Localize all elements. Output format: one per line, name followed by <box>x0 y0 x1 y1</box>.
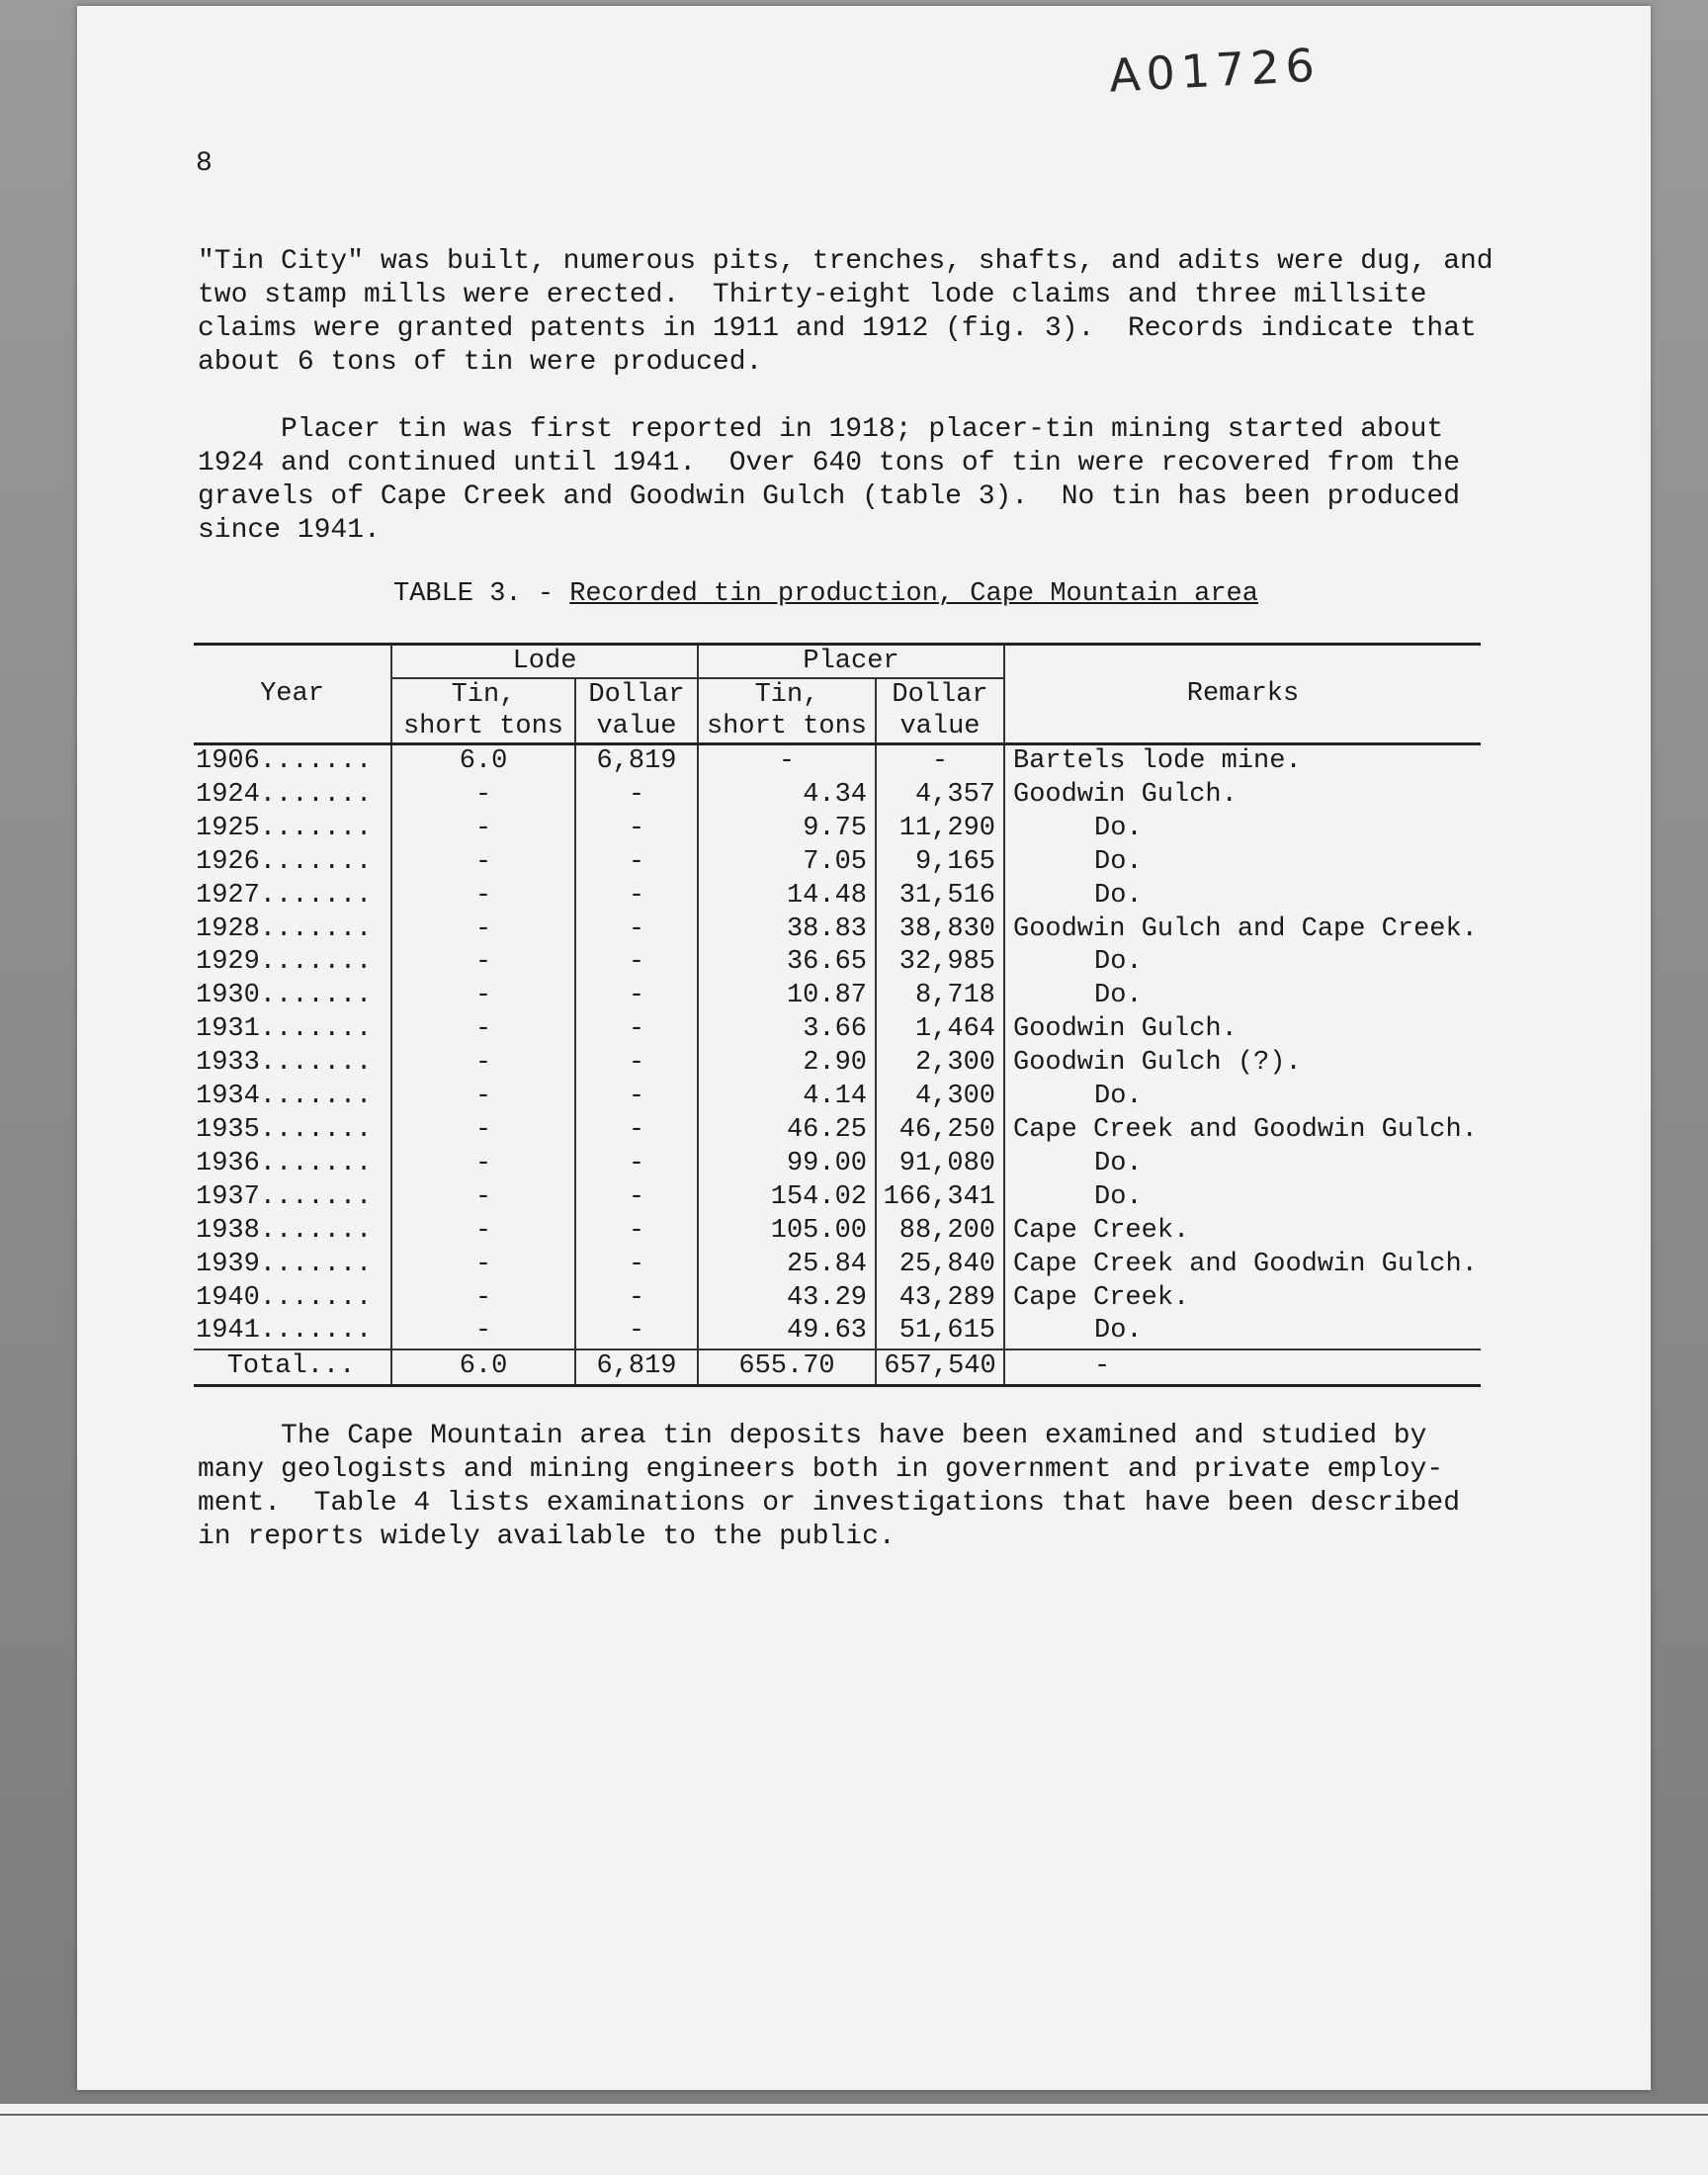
total-placer-tin-cell: 655.70 <box>698 1349 876 1385</box>
placer-tin-cell: 4.34 <box>698 779 876 813</box>
lode-tin-cell: - <box>391 1047 575 1081</box>
lode-value-cell: - <box>575 1282 698 1316</box>
year-cell: 1926....... <box>196 846 373 877</box>
text-line: gravels of Cape Creek and Goodwin Gulch (table 3). No tin has been produced <box>198 481 1461 512</box>
placer-tin-cell: 4.14 <box>698 1081 876 1114</box>
text-line: The Cape Mountain area tin deposits have been examined and studied by <box>198 1421 1427 1451</box>
placer-value-cell: 88,200 <box>876 1215 1004 1249</box>
table-row <box>194 1081 1481 1114</box>
placer-value-cell: 25,840 <box>876 1249 1004 1282</box>
table-total-row <box>194 1349 1481 1385</box>
header-text: short tons <box>402 712 564 741</box>
year-cell: 1937....... <box>196 1181 373 1212</box>
text-line: "Tin City" was built, numerous pits, trenches, shafts, and adits were dug, and <box>198 246 1494 277</box>
remarks-cell: Do. <box>1094 846 1143 877</box>
placer-tin-cell: 154.02 <box>698 1181 876 1215</box>
table-row <box>194 1013 1481 1047</box>
lode-tin-cell: - <box>391 914 575 947</box>
lode-tin-cell: - <box>391 1181 575 1215</box>
remarks-cell: Bartels lode mine. <box>1013 746 1302 776</box>
remarks-cell: Goodwin Gulch and Cape Creek. <box>1013 914 1478 944</box>
placer-value-cell: 43,289 <box>876 1282 1004 1316</box>
table-row <box>194 1315 1481 1349</box>
lode-value-cell: - <box>575 1181 698 1215</box>
placer-tin-cell: 46.25 <box>698 1114 876 1148</box>
text-line: about 6 tons of tin were produced. <box>198 347 763 378</box>
year-cell: 1936....... <box>196 1148 373 1178</box>
remarks-cell: Do. <box>1094 947 1143 978</box>
lode-tin-cell: - <box>391 1249 575 1282</box>
placer-tin-cell: 2.90 <box>698 1047 876 1081</box>
table-row <box>194 980 1481 1013</box>
header-lode-value <box>575 678 698 742</box>
text-line: many geologists and mining engineers both in government and private employ- <box>198 1454 1444 1485</box>
remarks-cell: Cape Creek and Goodwin Gulch. <box>1013 1114 1478 1145</box>
text-line: since 1941. <box>198 515 381 546</box>
lode-value-cell: - <box>575 1249 698 1282</box>
placer-value-cell: 2,300 <box>876 1047 1004 1081</box>
table-row <box>194 846 1481 880</box>
year-cell: 1935....... <box>196 1114 373 1145</box>
table-row <box>194 744 1481 779</box>
placer-value-cell: 4,300 <box>876 1081 1004 1114</box>
header-lode: Lode <box>391 645 698 679</box>
lode-tin-cell: - <box>391 980 575 1013</box>
table-row <box>194 1215 1481 1249</box>
lode-tin-cell: - <box>391 1315 575 1349</box>
placer-tin-cell: 49.63 <box>698 1315 876 1349</box>
table-row <box>194 914 1481 947</box>
year-cell: 1925....... <box>196 813 373 843</box>
paragraph-1 <box>198 245 1512 380</box>
year-cell: 1927....... <box>196 880 373 911</box>
placer-tin-cell: 99.00 <box>698 1148 876 1181</box>
year-cell: 1938....... <box>196 1215 373 1246</box>
paragraph-3 <box>198 1420 1512 1554</box>
header-placer-value <box>876 678 1004 742</box>
lode-value-cell: - <box>575 846 698 880</box>
placer-value-cell: 91,080 <box>876 1148 1004 1181</box>
remarks-cell: Cape Creek. <box>1013 1215 1190 1246</box>
placer-tin-cell: 43.29 <box>698 1282 876 1316</box>
header-remarks: Remarks <box>1186 679 1300 709</box>
total-lode-tin-cell: 6.0 <box>391 1349 575 1385</box>
placer-value-cell: 9,165 <box>876 846 1004 880</box>
lode-value-cell: - <box>575 779 698 813</box>
lode-value-cell: - <box>575 1148 698 1181</box>
table-row <box>194 946 1481 980</box>
total-placer-value-cell: 657,540 <box>876 1349 1004 1385</box>
header-text: Dollar <box>892 680 988 710</box>
remarks-cell: Do. <box>1094 1082 1143 1112</box>
placer-tin-cell: 36.65 <box>698 946 876 980</box>
placer-value-cell: 166,341 <box>876 1181 1004 1215</box>
header-text: Dollar <box>588 680 685 710</box>
lode-tin-cell: 6.0 <box>391 744 575 779</box>
remarks-cell: Do. <box>1094 1181 1143 1212</box>
header-text: short tons <box>706 712 868 741</box>
lode-value-cell: - <box>575 980 698 1013</box>
table-row <box>194 779 1481 813</box>
table-row <box>194 1282 1481 1316</box>
table-row <box>194 1148 1481 1181</box>
header-text: Tin, <box>451 680 516 710</box>
text-line: two stamp mills were erected. Thirty-eight lode claims and three millsite <box>198 280 1427 310</box>
remarks-cell: Goodwin Gulch. <box>1013 779 1238 810</box>
placer-value-cell: 31,516 <box>876 880 1004 914</box>
lode-tin-cell: - <box>391 1148 575 1181</box>
lode-tin-cell: - <box>391 1215 575 1249</box>
lode-tin-cell: - <box>391 1282 575 1316</box>
header-lode-tin <box>391 678 575 742</box>
placer-tin-cell: 38.83 <box>698 914 876 947</box>
placer-tin-cell: - <box>698 744 876 779</box>
header-text: value <box>899 712 981 741</box>
header-text: value <box>596 712 677 741</box>
year-cell: 1929....... <box>196 947 373 978</box>
lode-tin-cell: - <box>391 1081 575 1114</box>
header-placer-tin <box>698 678 876 742</box>
table-caption-title: Recorded tin production, Cape Mountain area <box>569 579 1258 609</box>
table-row <box>194 1249 1481 1282</box>
paragraph-2 <box>198 413 1512 548</box>
placer-value-cell: 4,357 <box>876 779 1004 813</box>
lode-tin-cell: - <box>391 946 575 980</box>
placer-tin-cell: 105.00 <box>698 1215 876 1249</box>
year-cell: 1933....... <box>196 1048 373 1079</box>
placer-value-cell: 11,290 <box>876 813 1004 846</box>
remarks-cell: Cape Creek and Goodwin Gulch. <box>1013 1249 1478 1279</box>
total-label-cell: Total... <box>194 1349 391 1385</box>
lode-value-cell: - <box>575 1013 698 1047</box>
lode-value-cell: 6,819 <box>575 744 698 779</box>
remarks-cell: Goodwin Gulch. <box>1013 1014 1238 1045</box>
table-row <box>194 1181 1481 1215</box>
page-number: 8 <box>196 148 213 179</box>
placer-tin-cell: 9.75 <box>698 813 876 846</box>
text-line: ment. Table 4 lists examinations or investigations that have been described <box>198 1488 1461 1519</box>
text-line: 1924 and continued until 1941. Over 640 tons of tin were recovered from the <box>198 448 1461 478</box>
lode-value-cell: - <box>575 914 698 947</box>
remarks-cell: Do. <box>1094 1148 1143 1178</box>
remarks-cell: Cape Creek. <box>1013 1282 1190 1313</box>
text-line: claims were granted patents in 1911 and 1912 (fig. 3). Records indicate that <box>198 313 1477 344</box>
table-caption-prefix: TABLE 3. - <box>393 579 570 609</box>
remarks-cell: Do. <box>1094 813 1143 843</box>
placer-value-cell: 51,615 <box>876 1315 1004 1349</box>
text-line: in reports widely available to the public. <box>198 1522 896 1552</box>
lode-tin-cell: - <box>391 813 575 846</box>
header-year: Year <box>260 679 324 709</box>
lode-tin-cell: - <box>391 1114 575 1148</box>
year-cell: 1934....... <box>196 1082 373 1112</box>
placer-tin-cell: 3.66 <box>698 1013 876 1047</box>
lode-value-cell: - <box>575 813 698 846</box>
placer-tin-cell: 7.05 <box>698 846 876 880</box>
lode-value-cell: - <box>575 1047 698 1081</box>
total-remarks-cell: - <box>1004 1349 1481 1385</box>
table-caption <box>393 579 1258 609</box>
table-row <box>194 880 1481 914</box>
year-cell: 1924....... <box>196 779 373 810</box>
total-lode-value-cell: 6,819 <box>575 1349 698 1385</box>
placer-tin-cell: 14.48 <box>698 880 876 914</box>
year-cell: 1906....... <box>196 746 373 776</box>
remarks-cell: Do. <box>1094 981 1143 1011</box>
year-cell: 1939....... <box>196 1249 373 1279</box>
remarks-cell: Goodwin Gulch (?). <box>1013 1048 1302 1079</box>
year-cell: 1940....... <box>196 1282 373 1313</box>
table-row <box>194 1047 1481 1081</box>
placer-value-cell: 32,985 <box>876 946 1004 980</box>
placer-tin-cell: 25.84 <box>698 1249 876 1282</box>
lode-tin-cell: - <box>391 779 575 813</box>
lode-value-cell: - <box>575 946 698 980</box>
year-cell: 1941....... <box>196 1316 373 1347</box>
placer-value-cell: 8,718 <box>876 980 1004 1013</box>
table-row <box>194 813 1481 846</box>
lode-tin-cell: - <box>391 1013 575 1047</box>
header-placer: Placer <box>698 645 1004 679</box>
lode-value-cell: - <box>575 1215 698 1249</box>
lode-value-cell: - <box>575 1114 698 1148</box>
text-line: Placer tin was first reported in 1918; placer-tin mining started about <box>198 414 1444 445</box>
placer-value-cell: 1,464 <box>876 1013 1004 1047</box>
placer-value-cell: 46,250 <box>876 1114 1004 1148</box>
scan-margin-strip <box>0 2104 1708 2175</box>
header-text: Tin, <box>754 680 819 710</box>
table-row <box>194 1114 1481 1148</box>
placer-value-cell: 38,830 <box>876 914 1004 947</box>
lode-tin-cell: - <box>391 880 575 914</box>
placer-tin-cell: 10.87 <box>698 980 876 1013</box>
remarks-cell: Do. <box>1094 1316 1143 1347</box>
document-stamp-number: A01726 <box>1107 38 1323 103</box>
lode-value-cell: - <box>575 1081 698 1114</box>
tin-production-table <box>194 643 1481 1387</box>
year-cell: 1928....... <box>196 914 373 944</box>
placer-value-cell: - <box>876 744 1004 779</box>
remarks-cell: Do. <box>1094 880 1143 911</box>
lode-value-cell: - <box>575 1315 698 1349</box>
lode-value-cell: - <box>575 880 698 914</box>
year-cell: 1930....... <box>196 981 373 1011</box>
lode-tin-cell: - <box>391 846 575 880</box>
year-cell: 1931....... <box>196 1014 373 1045</box>
